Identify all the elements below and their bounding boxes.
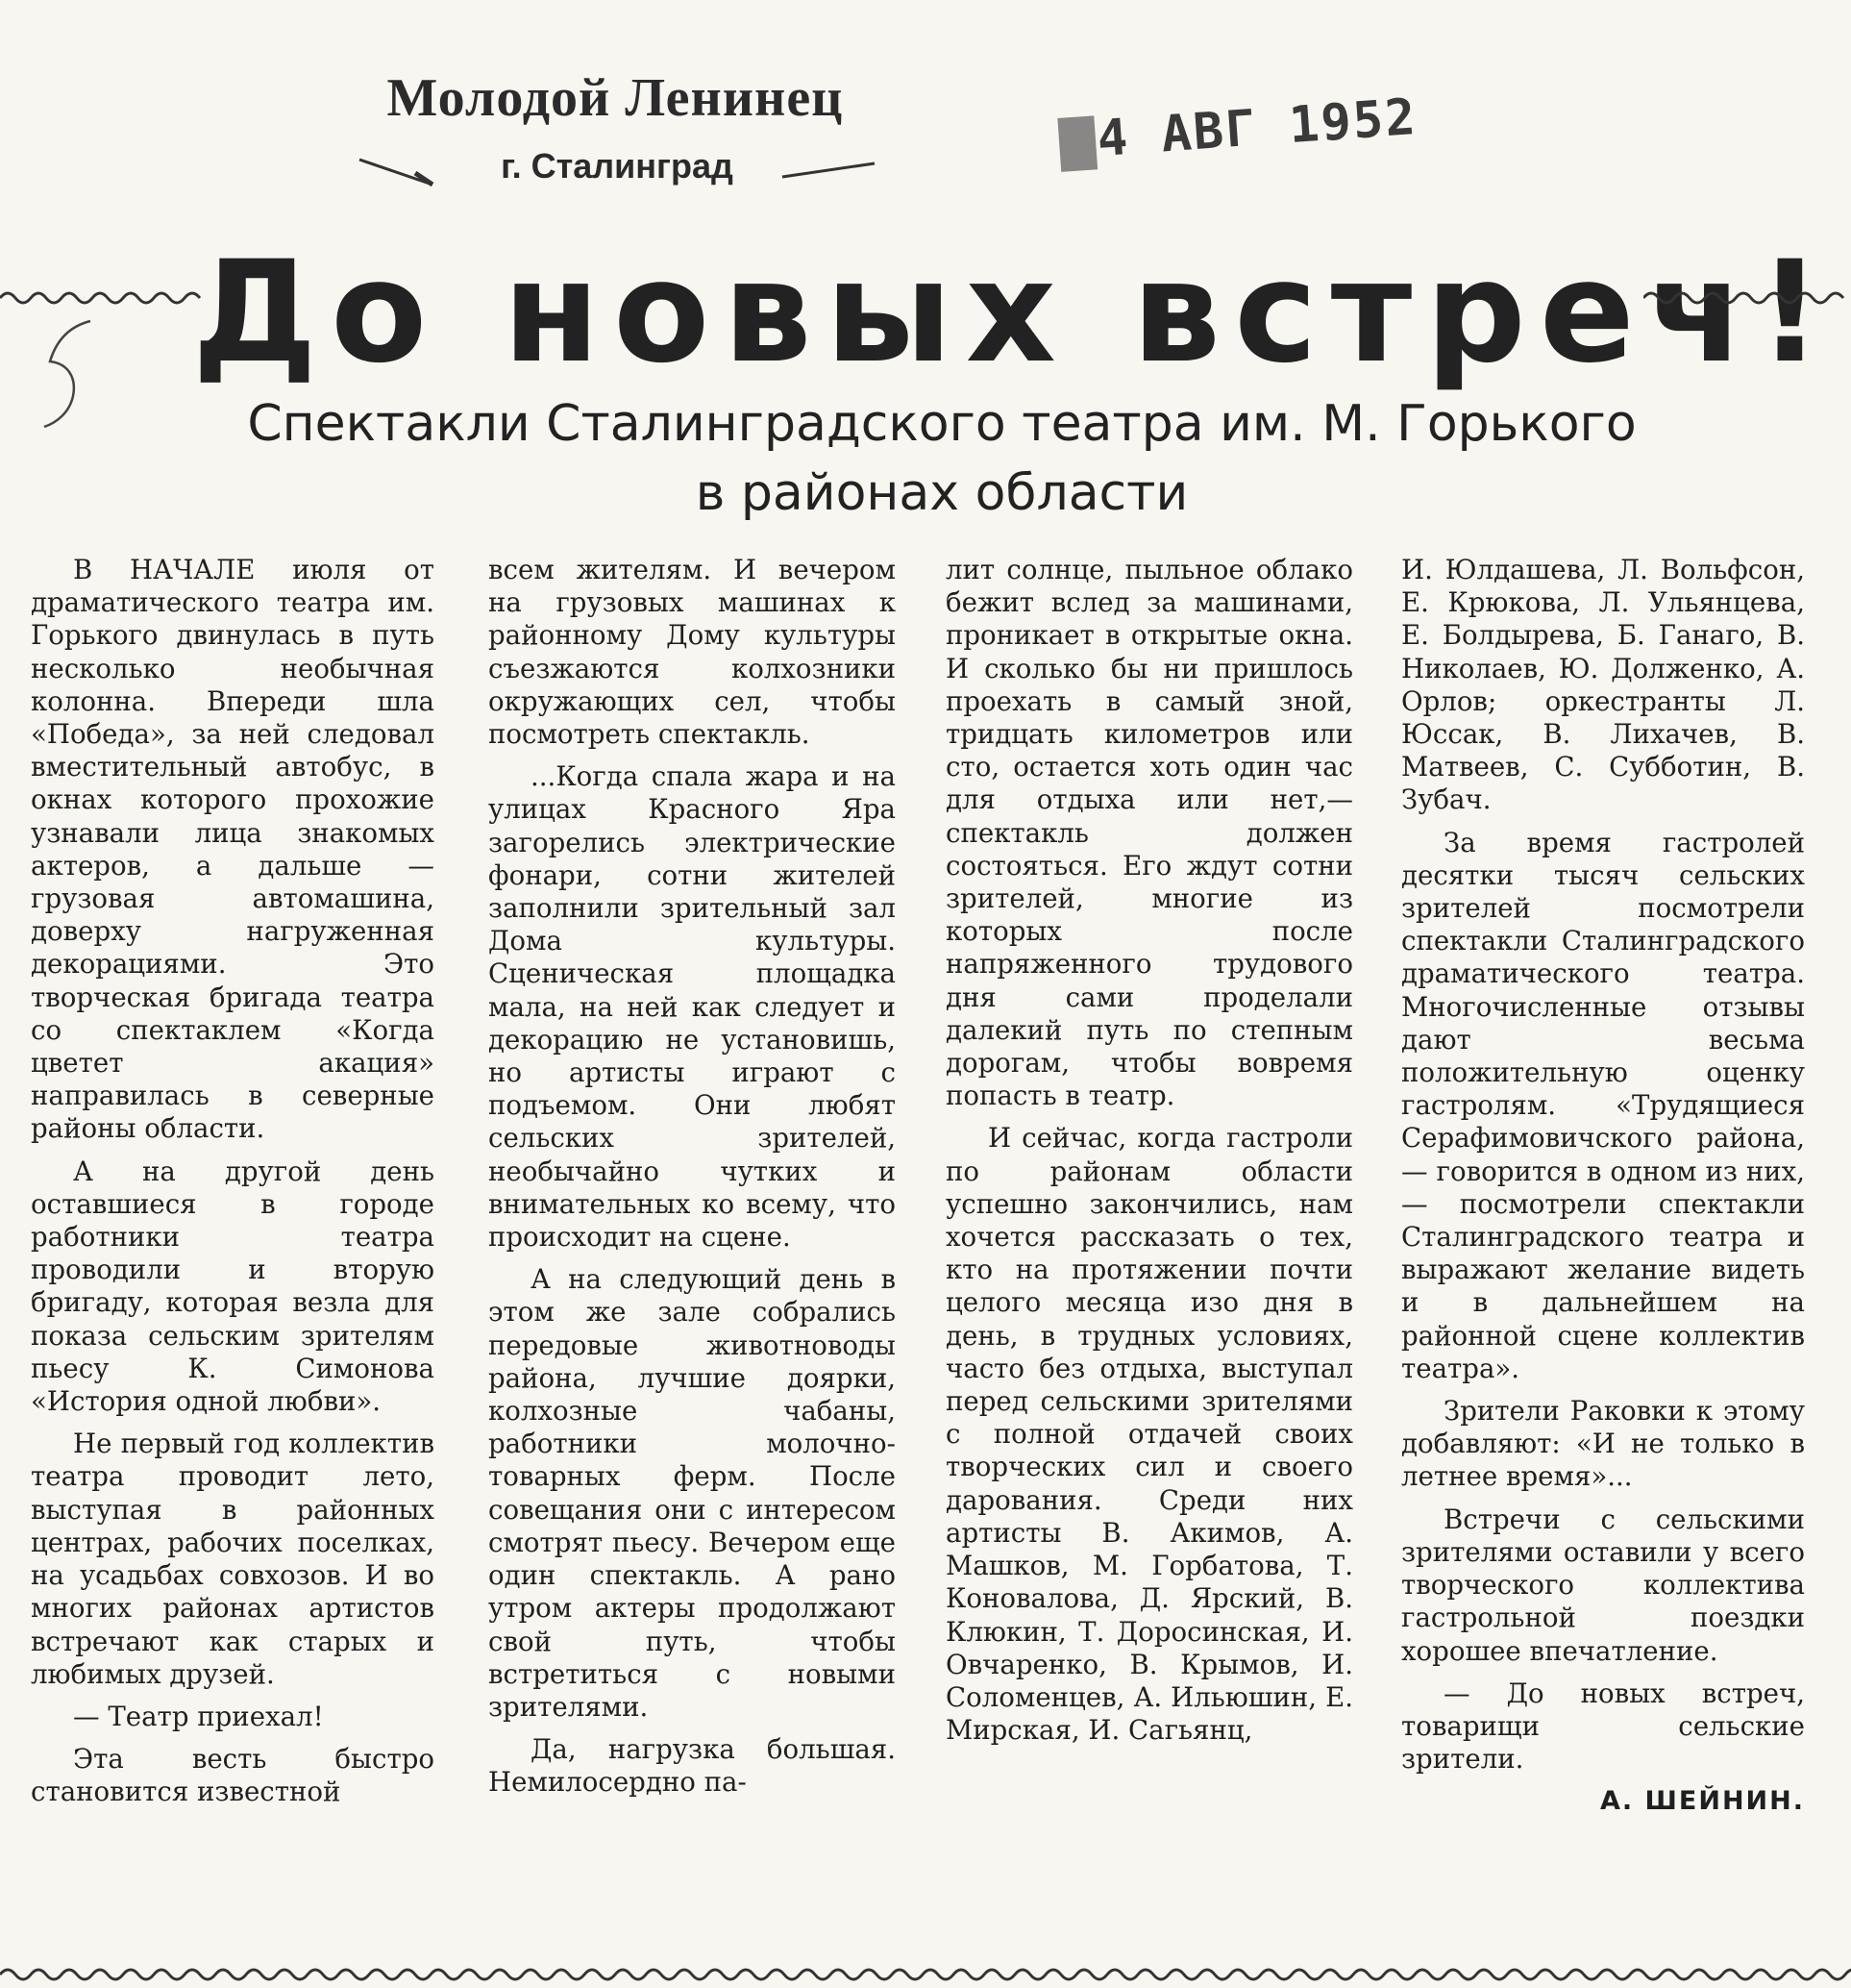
author-signature: А. ШЕЙНИН. xyxy=(1600,1786,1805,1817)
subtitle-line-2: в районах области xyxy=(695,464,1189,522)
article-subtitle xyxy=(144,389,1740,528)
paragraph: А на другой день оставшиеся в городе работники театра проводили и вторую бригаду, которая везла для показа сельским зрителям пьесу К. Симонова «История одной любви». xyxy=(31,1155,434,1418)
lead-in-caps: В НАЧАЛЕ xyxy=(73,554,256,585)
stamp-city: г. Сталинград xyxy=(501,146,733,186)
paragraph: Встречи с сельскими зрителями оставили у всего творческого коллектива гастрольной поездки хорошее впечатление. xyxy=(1401,1503,1805,1667)
wavy-rule-left xyxy=(0,279,204,317)
paragraph: — До новых встреч, товарищи сельские зрители. xyxy=(1401,1677,1805,1776)
article-column-2 xyxy=(488,554,896,1957)
article-column-4 xyxy=(1401,554,1805,1957)
paragraph: А на следующий день в этом же зале собрались передовые животноводы района, лучшие доярки, колхозные чабаны, работники молочно-товарных ферм. После совещания они с интересом смотрят пьесу. Вечером еще один спектакль. А рано утром актеры продолжают свой путь, чтобы встретиться с новыми зрителями. xyxy=(488,1263,896,1723)
paragraph: — Театр приехал! xyxy=(73,1700,324,1732)
stamp-ink-blot xyxy=(1057,115,1098,172)
paragraph xyxy=(31,554,434,1146)
stamp-decoration-left xyxy=(358,152,434,190)
wavy-rule-right xyxy=(1643,279,1851,317)
article-column-1 xyxy=(31,554,434,1957)
wavy-rule-bottom xyxy=(0,1961,1851,1988)
stamp-newspaper-title: Молодой Ленинец xyxy=(386,68,844,128)
article-headline: До новых встреч! xyxy=(192,231,1836,394)
newspaper-name-stamp xyxy=(358,67,876,202)
handwritten-margin-mark xyxy=(38,313,96,438)
stamp-date-text: 4 АВГ 1952 xyxy=(1095,87,1419,169)
paragraph: И. Юлдашева, Л. Вольфсон, Е. Крюкова, Л. Ульянцева, Е. Болдырева, Б. Ганаго, В. Николаев, Ю. Долженко, А. Орлов; оркестранты Л. Юссак, В. Лихачев, В. Матвеев, С. Субботин, В. Зубач. xyxy=(1401,554,1805,816)
article-column-3 xyxy=(946,554,1353,1957)
paragraph-text: июля от драматического театра им. Горького двинулась в путь несколько необычная колонна. Впереди шла «Победа», за ней следовал вместительный автобус, в окнах которого прохожие узнавали лица знакомых актеров, а дальше — грузовая автомашина, доверху нагруженная декорациями. Это творческая бригада театра со спектаклем «Когда цветет акация» направилась в северные районы области. xyxy=(31,554,434,1145)
paragraph: Зрители Раковки к этому добавляют: «И не только в летнее время»... xyxy=(1401,1395,1805,1493)
date-stamp xyxy=(1057,88,1419,172)
paragraph: И сейчас, когда гастроли по районам области успешно закончились, нам хочется рассказать о тех, кто на протяжении почти целого месяца изо дня в день, в трудных условиях, часто без отдыха, выступал перед сельскими зрителями с полной отдачей своих творческих сил и своего дарования. Среди них артисты В. Акимов, А. Машков, М. Горбатова, Т. Коновалова, Д. Ярский, В. Клюкин, Т. Доросинская, И. Овчаренко, В. Крымов, И. Соломенцев, А. Ильюшин, Е. Мирская, И. Сагьянц, xyxy=(946,1122,1353,1747)
paragraph: всем жителям. И вечером на грузовых машинах к районному Дому культуры съезжаются колхозники окружающих сел, чтобы посмотреть спектакль. xyxy=(488,554,896,751)
paragraph: Не первый год коллектив театра проводит лето, выступая в районных центрах, рабочих поселках, на усадьбах совхозов. И во многих районах артистов встречают как старых и любимых друзей. xyxy=(31,1428,434,1690)
paragraph: Эта весть быстро становится известной xyxy=(31,1743,434,1808)
subtitle-line-1: Спектакли Сталинградского театра им. М. Горького xyxy=(247,395,1637,453)
paragraph: За время гастролей десятки тысяч сельских зрителей посмотрели спектакли Сталинградского драматического театра. Многочисленные отзывы дают весьма положительную оценку гастролям. «Трудящиеся Серафимовичского района, — говорится в одном из них, — посмотрели спектакли Сталинградского театра и выражают желание видеть и в дальнейшем на районной сцене коллектив театра». xyxy=(1401,826,1805,1384)
paragraph: ...Когда спала жара и на улицах Красного Яра загорелись электрические фонари, сотни жителей заполнили зрительный зал Дома культуры. Сценическая площадка мала, на ней как следует и декорацию не установишь, но артисты играют с подъемом. Они любят сельских зрителей, необычайно чутких и внимательных ко всему, что происходит на сцене. xyxy=(488,760,896,1254)
paragraph: лит солнце, пыльное облако бежит вслед за машинами, проникает в открытые окна. И сколько бы ни пришлось проехать в самый зной, тридцать километров или сто, остается хоть один час для отдыха или нет,— спектакль должен состояться. Его ждут сотни зрителей, многие из которых после напряженного трудового дня сами проделали далекий путь по степным дорогам, чтобы вовремя попасть в театр. xyxy=(946,554,1353,1112)
paragraph: Да, нагрузка большая. Немилосердно па- xyxy=(488,1733,896,1799)
stamp-decoration-right xyxy=(780,152,876,190)
